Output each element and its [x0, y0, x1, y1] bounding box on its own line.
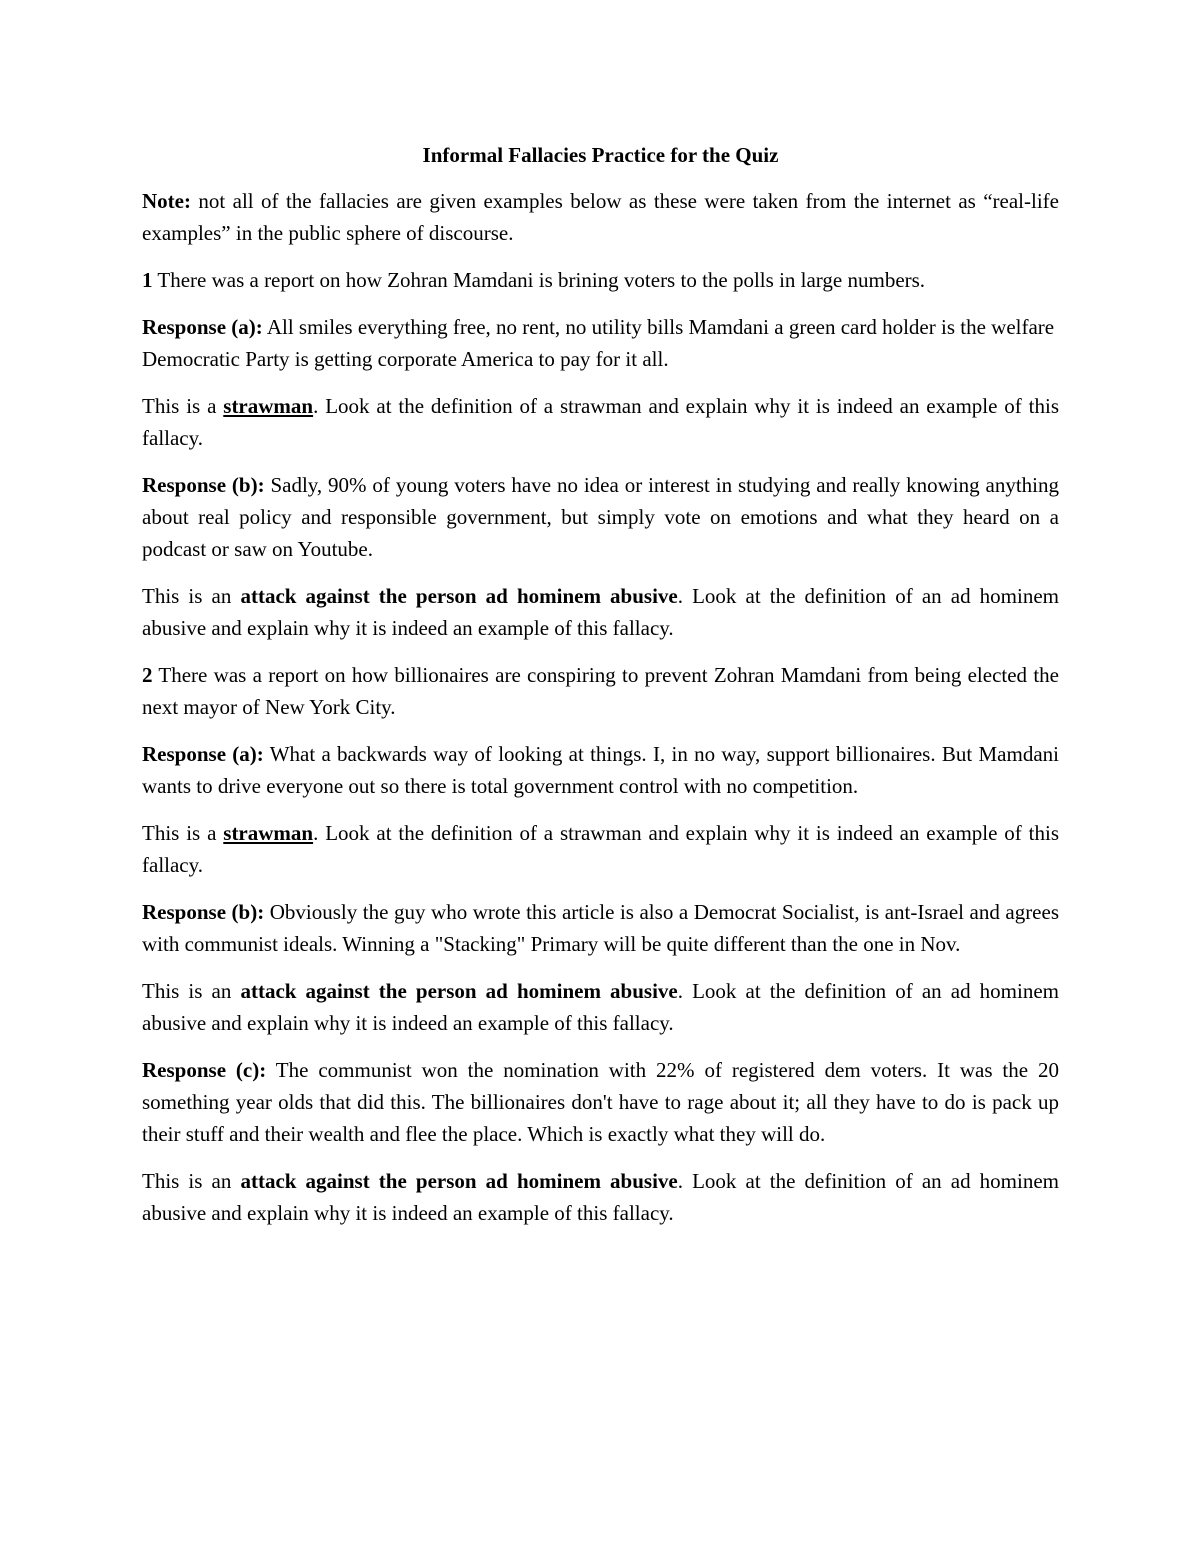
q2-response-c-label: Response (c): — [142, 1058, 267, 1082]
q1-explain-a — [142, 390, 1059, 454]
question-2-number: 2 — [142, 663, 153, 687]
question-2-text: There was a report on how billionaires are conspiring to prevent Zohran Mamdani from being elected the next mayor of New York City. — [142, 663, 1059, 719]
note-paragraph — [142, 185, 1059, 249]
q2-explain-c-post: . Look at the definition of an ad hominem abusive and explain why it is indeed an example of this fallacy. — [142, 1169, 1059, 1225]
q2-explain-c-pre: This is an — [142, 1169, 241, 1193]
question-1-prompt — [142, 264, 1059, 296]
note-label: Note: — [142, 189, 191, 213]
q1-response-b — [142, 469, 1059, 565]
q2-response-c-text: The communist won the nomination with 22% of registered dem voters. It was the 20 something year olds that did this. The billionaires don't have to rage about it; all they have to do is pack up their stuff and their wealth and flee the place. Which is exactly what they will do. — [142, 1058, 1060, 1146]
document-body — [142, 139, 1059, 1244]
q2-response-a-label: Response (a): — [142, 742, 264, 766]
q2-explain-c-term: attack against the person ad hominem abusive — [240, 1169, 678, 1193]
document-title: Informal Fallacies Practice for the Quiz — [422, 143, 779, 167]
q2-explain-a-term: strawman — [223, 821, 314, 845]
q1-response-a — [142, 311, 1059, 375]
q2-response-b-label: Response (b): — [142, 900, 265, 924]
q1-explain-b-pre: This is an — [142, 584, 241, 608]
q2-explain-b-term: attack against the person ad hominem abusive — [240, 979, 678, 1003]
q2-explain-a-pre: This is a — [142, 821, 224, 845]
q1-explain-a-post: . Look at the definition of a strawman and explain why it is indeed an example of this fallacy. — [142, 394, 1060, 450]
q1-explain-b — [142, 580, 1059, 644]
note-text: not all of the fallacies are given examples below as these were taken from the internet as “real-life examples” in the public sphere of discourse. — [142, 189, 1059, 245]
q1-response-a-text: All smiles everything free, no rent, no utility bills Mamdani a green card holder is the welfare Democratic Party is getting corporate America to pay for it all. — [142, 315, 1055, 371]
q2-response-b — [142, 896, 1059, 960]
q2-explain-a — [142, 817, 1059, 881]
q1-response-a-label: Response (a): — [142, 315, 263, 339]
question-1-number: 1 — [142, 268, 153, 292]
q1-explain-b-term: attack against the person ad hominem abusive — [240, 584, 678, 608]
q2-response-c — [142, 1054, 1059, 1150]
q1-explain-b-post: . Look at the definition of an ad hominem abusive and explain why it is indeed an example of this fallacy. — [142, 584, 1059, 640]
q2-explain-c — [142, 1165, 1059, 1229]
q2-explain-a-post: . Look at the definition of a strawman and explain why it is indeed an example of this fallacy. — [142, 821, 1060, 877]
question-1-text: There was a report on how Zohran Mamdani is brining voters to the polls in large numbers. — [152, 268, 926, 292]
question-2-prompt — [142, 659, 1059, 723]
q2-explain-b-pre: This is an — [142, 979, 241, 1003]
q2-response-a — [142, 738, 1059, 802]
q1-response-b-label: Response (b): — [142, 473, 265, 497]
q2-response-a-text: What a backwards way of looking at things. I, in no way, support billionaires. But Mamdani wants to drive everyone out so there is total government control with no competition. — [142, 742, 1059, 798]
q2-response-b-text: Obviously the guy who wrote this article is also a Democrat Socialist, is ant-Israel and agrees with communist ideals. Winning a "Stacking" Primary will be quite different than the one in Nov. — [142, 900, 1059, 956]
q2-explain-b — [142, 975, 1059, 1039]
q1-explain-a-term: strawman — [223, 394, 314, 418]
q1-explain-a-pre: This is a — [142, 394, 224, 418]
q2-explain-b-post: . Look at the definition of an ad hominem abusive and explain why it is indeed an example of this fallacy. — [142, 979, 1059, 1035]
q1-response-b-text: Sadly, 90% of young voters have no idea or interest in studying and really knowing anything about real policy and responsible government, but simply vote on emotions and what they heard on a podcast or saw on Youtube. — [142, 473, 1059, 561]
